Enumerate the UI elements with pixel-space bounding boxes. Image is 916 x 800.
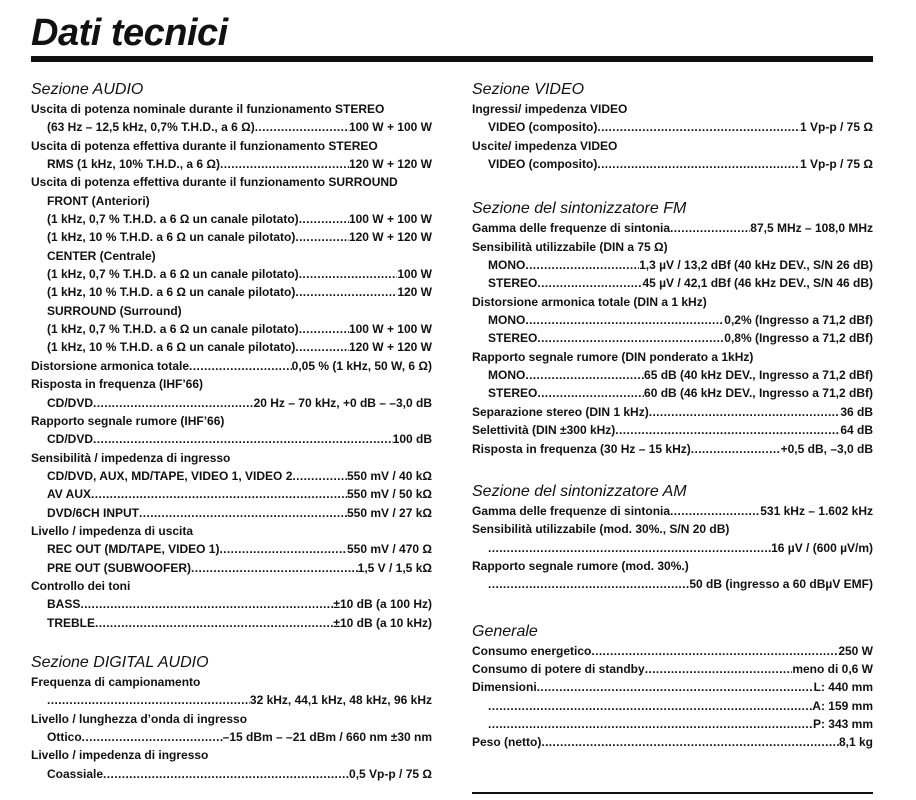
spec-row: Sensibilità utilizzabile (mod. 30%., S/N 20 dB)	[472, 522, 730, 537]
spec-row: (1 kHz, 0,7 % T.H.D. a 6 Ω un canale pilotato) ..... 100 W + 100 W	[31, 320, 432, 338]
section-am-tuner	[472, 482, 873, 594]
spec-row: Ottico ..... –15 dBm – –21 dBm / 660 nm ±30 nm	[31, 728, 432, 746]
spec-row: Risposta in frequenza (IHF’66)	[31, 377, 204, 392]
leader-dots	[255, 118, 349, 136]
spec-row: STEREO ..... 0,8% (Ingresso a 71,2 dBf)	[472, 329, 873, 347]
leader-dots	[537, 384, 644, 402]
spec-row: (1 kHz, 0,7 % T.H.D. a 6 Ω un canale pilotato) ..... 100 W + 100 W	[31, 210, 432, 228]
spec-row: Livello / impedenza di uscita	[31, 523, 194, 538]
section-title-general: Generale	[472, 622, 538, 640]
spec-row: MONO ..... 1,3 µV / 13,2 dBf (40 kHz DEV., S/N 26 dB)	[472, 256, 873, 274]
spec-row: VIDEO (composito) ..... 1 Vp-p / 75 Ω	[472, 118, 873, 136]
spec-row: RMS (1 kHz, 10% T.H.D., a 6 Ω) ..... 120 W + 120 W	[31, 155, 432, 173]
spec-row: ..... A: 159 mm	[472, 697, 873, 715]
leader-dots	[299, 320, 349, 338]
leader-dots	[488, 697, 812, 715]
page-title: Dati tecnici	[31, 12, 228, 54]
section-fm-tuner	[472, 199, 873, 457]
leader-dots	[488, 539, 771, 557]
spec-row: Uscita di potenza effettiva durante il funzionamento SURROUND	[31, 175, 398, 190]
leader-dots	[591, 642, 838, 660]
spec-row: ..... 32 kHz, 44,1 kHz, 48 kHz, 96 kHz	[31, 691, 432, 709]
spec-row: Peso (netto) ..... 8,1 kg	[472, 733, 873, 751]
leader-dots	[95, 614, 333, 632]
leader-dots	[597, 155, 800, 173]
section-title-video: Sezione VIDEO	[472, 81, 585, 98]
spec-row: Uscita di potenza nominale durante il funzionamento STEREO	[31, 102, 385, 116]
spec-row: Sensibilità / impedenza di ingresso	[31, 450, 231, 465]
leader-dots	[691, 440, 781, 458]
leader-dots	[189, 357, 292, 375]
section-title-digital-audio: Sezione DIGITAL AUDIO	[31, 653, 209, 671]
spec-row: VIDEO (composito) ..... 1 Vp-p / 75 Ω	[472, 155, 873, 173]
spec-row: ..... P: 343 mm	[472, 715, 873, 733]
leader-dots	[488, 575, 689, 593]
spec-row: Dimensioni ..... L: 440 mm	[472, 678, 873, 696]
leader-dots	[645, 660, 793, 678]
spec-row: Rapporto segnale rumore (DIN ponderato a 1kHz)	[472, 349, 754, 364]
spec-row: ..... 16 µV / (600 µV/m)	[472, 539, 873, 557]
spec-row: SURROUND (Surround)	[47, 303, 182, 318]
leader-dots	[525, 311, 724, 329]
spec-row: Distorsione armonica totale (DIN a 1 kHz)	[472, 294, 707, 309]
spec-row: (1 kHz, 0,7 % T.H.D. a 6 Ω un canale pilotato) ..... 100 W	[31, 265, 432, 283]
spec-row: BASS ..... ±10 dB (a 100 Hz)	[31, 595, 432, 613]
spec-row: Sensibilità utilizzabile (DIN a 75 Ω)	[472, 239, 668, 254]
section-general	[472, 622, 873, 752]
spec-row: DVD/6CH INPUT ..... 550 mV / 27 kΩ	[31, 504, 432, 522]
section-audio	[31, 80, 432, 632]
leader-dots	[597, 118, 800, 136]
leader-dots	[93, 430, 393, 448]
leader-dots	[191, 559, 358, 577]
spec-row: MONO ..... 0,2% (Ingresso a 71,2 dBf)	[472, 311, 873, 329]
leader-dots	[80, 595, 333, 613]
leader-dots	[82, 728, 223, 746]
leader-dots	[488, 715, 813, 733]
spec-row: Livello / lunghezza d’onda di ingresso	[31, 711, 248, 726]
leader-dots	[525, 256, 639, 274]
spec-row: STEREO ..... 45 µV / 42,1 dBf (46 kHz DEV., S/N 46 dB)	[472, 274, 873, 292]
spec-row: REC OUT (MD/TAPE, VIDEO 1) ..... 550 mV / 470 Ω	[31, 540, 432, 558]
section-title-audio: Sezione AUDIO	[31, 81, 144, 98]
leader-dots	[670, 219, 750, 237]
spec-row: Ingressi/ impedenza VIDEO	[472, 102, 628, 116]
spec-row: Gamma delle frequenze di sintonia ..... 87,5 MHz – 108,0 MHz	[472, 219, 873, 237]
leader-dots	[295, 228, 349, 246]
leader-dots	[295, 283, 397, 301]
leader-dots	[299, 210, 349, 228]
spec-row: AV AUX ..... 550 mV / 50 kΩ	[31, 485, 432, 503]
spec-row: (1 kHz, 10 % T.H.D. a 6 Ω un canale pilotato) ..... 120 W + 120 W	[31, 228, 432, 246]
spec-row: MONO ..... 65 dB (40 kHz DEV., Ingresso a 71,2 dBf)	[472, 366, 873, 384]
spec-row: STEREO ..... 60 dB (46 kHz DEV., Ingresso a 71,2 dBf)	[472, 384, 873, 402]
leader-dots	[103, 765, 349, 783]
spec-row: CD/DVD ..... 20 Hz – 70 kHz, +0 dB – –3,0 dB	[31, 394, 432, 412]
leader-dots	[91, 485, 347, 503]
right-column	[472, 80, 873, 752]
spec-row: Consumo di potere di standby ..... meno di 0,6 W	[472, 660, 873, 678]
spec-row: Selettività (DIN ±300 kHz) ..... 64 dB	[472, 421, 873, 439]
spec-row: (1 kHz, 10 % T.H.D. a 6 Ω un canale pilotato) ..... 120 W	[31, 283, 432, 301]
spec-row: CD/DVD ..... 100 dB	[31, 430, 432, 448]
section-title-fm: Sezione del sintonizzatore FM	[472, 200, 687, 218]
leader-dots	[525, 366, 644, 384]
bottom-rule	[472, 792, 873, 794]
left-column	[31, 80, 432, 783]
leader-dots	[670, 502, 760, 520]
leader-dots	[649, 403, 841, 421]
spec-row: Frequenza di campionamento	[31, 674, 201, 689]
spec-row: Rapporto segnale rumore (mod. 30%.)	[472, 558, 689, 573]
leader-dots	[295, 338, 349, 356]
spec-row: Coassiale ..... 0,5 Vp-p / 75 Ω	[31, 765, 432, 783]
spec-row: (1 kHz, 10 % T.H.D. a 6 Ω un canale pilotato) ..... 120 W + 120 W	[31, 338, 432, 356]
spec-row: Gamma delle frequenze di sintonia ..... 531 kHz – 1.602 kHz	[472, 502, 873, 520]
leader-dots	[541, 733, 839, 751]
leader-dots	[139, 504, 347, 522]
leader-dots	[615, 421, 840, 439]
spec-row: Consumo energetico ..... 250 W	[472, 642, 873, 660]
leader-dots	[537, 274, 642, 292]
spec-row: CD/DVD, AUX, MD/TAPE, VIDEO 1, VIDEO 2 ..... 550 mV / 40 kΩ	[31, 467, 432, 485]
title-rule	[31, 56, 873, 62]
spec-row: Uscita di potenza effettiva durante il funzionamento STEREO	[31, 138, 378, 153]
leader-dots	[537, 678, 814, 696]
section-video	[472, 80, 873, 173]
leader-dots	[219, 540, 347, 558]
spec-row: PRE OUT (SUBWOOFER) ..... 1,5 V / 1,5 kΩ	[31, 559, 432, 577]
spec-row: TREBLE ..... ±10 dB (a 10 kHz)	[31, 614, 432, 632]
spec-row: Controllo dei toni	[31, 578, 131, 593]
spec-row: Separazione stereo (DIN 1 kHz) ..... 36 dB	[472, 403, 873, 421]
spec-row: CENTER (Centrale)	[47, 248, 156, 263]
spec-row: FRONT (Anteriori)	[47, 193, 150, 208]
section-digital-audio	[31, 653, 432, 783]
spec-row: ..... 50 dB (ingresso a 60 dBµV EMF)	[472, 575, 873, 593]
spec-row: Rapporto segnale rumore (IHF’66)	[31, 413, 225, 428]
leader-dots	[93, 394, 254, 412]
leader-dots	[299, 265, 398, 283]
leader-dots	[220, 155, 349, 173]
spec-row: Distorsione armonica totale ..... 0,05 % (1 kHz, 50 W, 6 Ω)	[31, 357, 432, 375]
leader-dots	[292, 467, 347, 485]
leader-dots	[47, 691, 250, 709]
spec-row: Uscite/ impedenza VIDEO	[472, 138, 618, 153]
leader-dots	[537, 329, 724, 347]
spec-row: (63 Hz – 12,5 kHz, 0,7% T.H.D., a 6 Ω) ..... 100 W + 100 W	[31, 118, 432, 136]
spec-row: Livello / impedenza di ingresso	[31, 748, 209, 763]
section-title-am: Sezione del sintonizzatore AM	[472, 482, 687, 500]
spec-row: Risposta in frequenza (30 Hz – 15 kHz) ..... +0,5 dB, –3,0 dB	[472, 440, 873, 458]
